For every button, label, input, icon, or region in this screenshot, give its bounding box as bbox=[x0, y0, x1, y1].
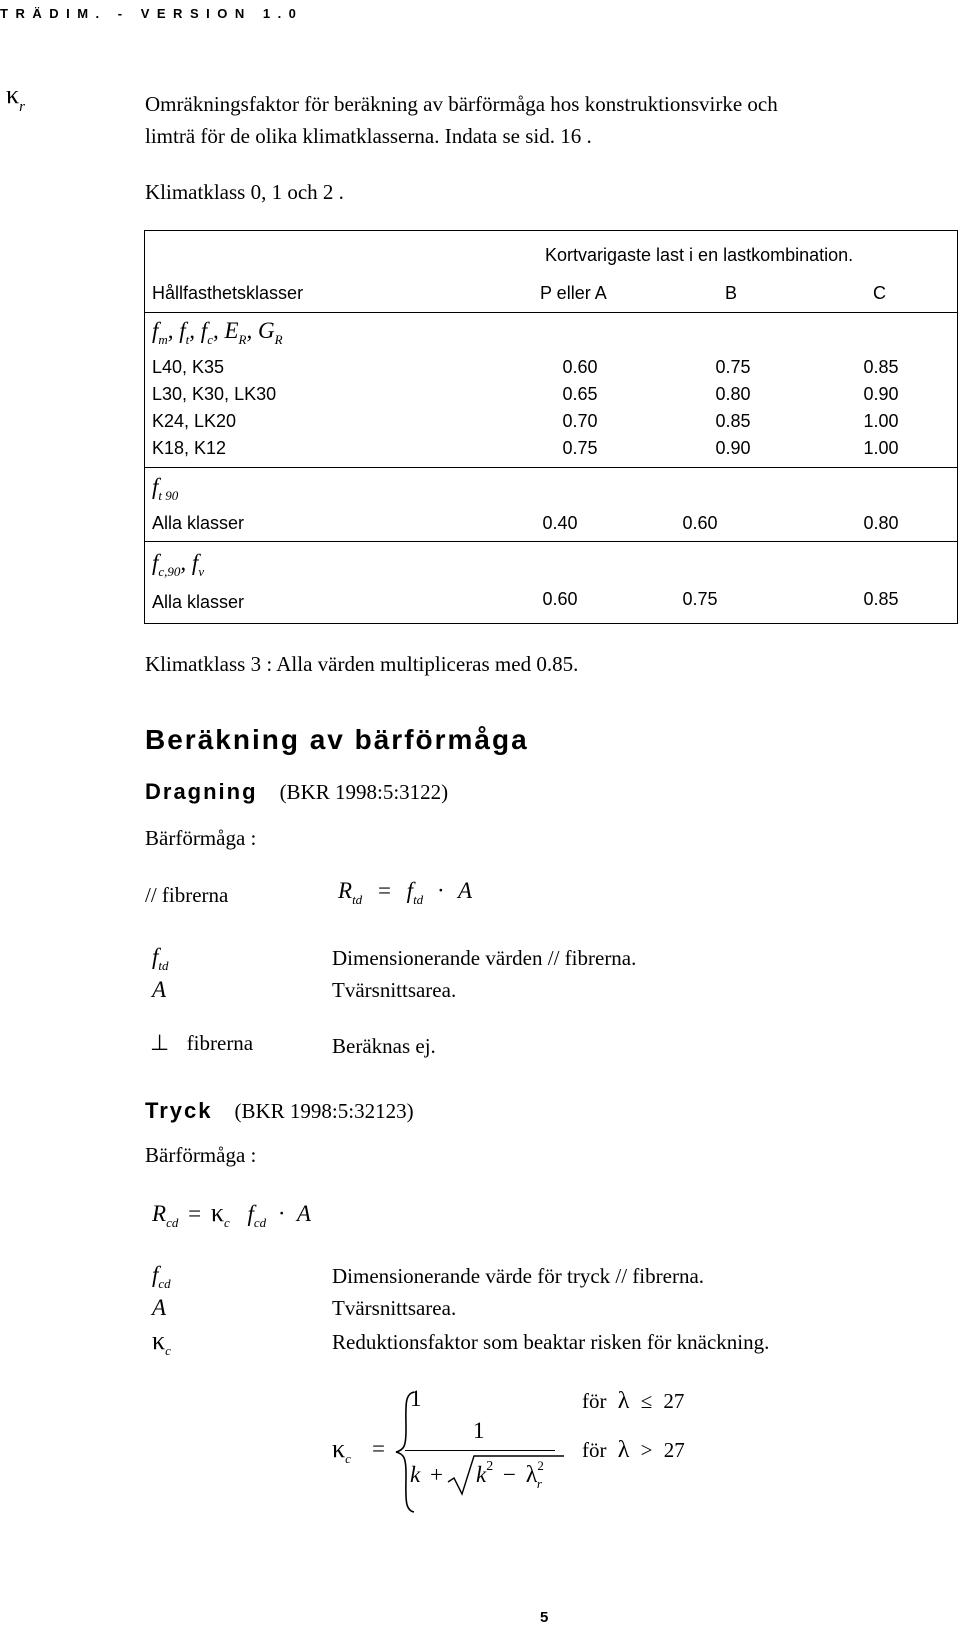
dragning-def-A-symbol: A bbox=[152, 977, 167, 1002]
row-value-c: 0.85 bbox=[863, 589, 899, 609]
perpendicular-fibers-label: ⊥ fibrerna bbox=[150, 1030, 254, 1055]
dragning-heading bbox=[145, 779, 448, 805]
dragning-def-f-symbol: $f_{td}$ bbox=[152, 944, 169, 973]
formula-case2-condition: för λ > 27 bbox=[582, 1437, 685, 1463]
table-border-right bbox=[957, 230, 958, 624]
tryck-heading bbox=[145, 1098, 414, 1124]
dragning-def-f-text: Dimensionerande värden // fibrerna. bbox=[332, 946, 637, 970]
col-header-p: P eller A bbox=[540, 283, 607, 303]
formula-equals: = bbox=[372, 1436, 385, 1461]
row-value-c: 1.00 bbox=[863, 411, 899, 431]
row-class: Alla klasser bbox=[152, 592, 245, 612]
dragning-reference: (BKR 1998:5:3122) bbox=[279, 780, 449, 804]
formula-kappa: $\kappa_c$ bbox=[332, 1434, 351, 1466]
dragning-def-A-text: Tvärsnittsarea. bbox=[332, 978, 457, 1002]
perpendicular-fibers-text: Beräknas ej. bbox=[332, 1034, 436, 1058]
intro-line-1: Omräkningsfaktor för beräkning av bärförmåga hos konstruktionsvirke och bbox=[145, 92, 778, 116]
row-class: Alla klasser bbox=[152, 513, 245, 533]
tryck-equation: $R_{cd} = \kappa_c$ $f_{cd} \cdot A$ bbox=[152, 1198, 311, 1230]
col-header-b: B bbox=[725, 283, 738, 303]
row-class: L30, K30, LK30 bbox=[152, 384, 277, 404]
row-value-b: 0.75 bbox=[682, 589, 718, 609]
table-border-bottom bbox=[144, 623, 958, 624]
row-value-c: 0.85 bbox=[863, 357, 899, 377]
tryck-def-kappa-text: Reduktionsfaktor som beaktar risken för knäckning. bbox=[332, 1330, 770, 1354]
dragning-capacity-label: Bärförmåga : bbox=[145, 826, 257, 850]
table-group-divider-1 bbox=[144, 467, 958, 468]
row-class: K18, K12 bbox=[152, 438, 227, 458]
dragning-equation: $R_{td} = f_{td} \cdot A$ bbox=[338, 878, 473, 907]
row-value-c: 1.00 bbox=[863, 438, 899, 458]
kappa-r-symbol bbox=[6, 80, 25, 115]
row-value-p: 0.40 bbox=[542, 513, 578, 533]
formula-root-content: $k^2 - \lambda^2_r$ bbox=[476, 1458, 544, 1491]
tryck-def-f-symbol: $f_{cd}$ bbox=[152, 1262, 171, 1291]
climate-class-3-note: Klimatklass 3 : Alla värden multipliceras med 0.85. bbox=[145, 652, 579, 676]
group3-symbol-label: $f_{c,90}$, $f_v$ bbox=[152, 550, 205, 579]
row-value-p: 0.60 bbox=[562, 357, 598, 377]
row-value-c: 0.90 bbox=[863, 384, 899, 404]
tryck-title: Tryck bbox=[145, 1098, 213, 1123]
row-value-p: 0.70 bbox=[562, 411, 598, 431]
row-value-p: 0.65 bbox=[562, 384, 598, 404]
tryck-reference: (BKR 1998:5:32123) bbox=[234, 1099, 414, 1123]
formula-fraction-numerator: 1 bbox=[473, 1418, 485, 1443]
row-class: K24, LK20 bbox=[152, 411, 237, 431]
table-border-top bbox=[144, 230, 958, 231]
tryck-def-f-text: Dimensionerande värde för tryck // fibrerna. bbox=[332, 1264, 705, 1288]
formula-case1-value: 1 bbox=[410, 1386, 422, 1411]
dragning-title: Dragning bbox=[145, 779, 258, 804]
tryck-def-A-symbol: A bbox=[152, 1295, 167, 1320]
kappa-symbol: κ bbox=[6, 80, 20, 109]
formula-case1-condition: för λ ≤ 27 bbox=[582, 1388, 685, 1414]
perpendicular-icon: ⊥ bbox=[150, 1030, 170, 1055]
tryck-def-A-text: Tvärsnittsarea. bbox=[332, 1296, 457, 1320]
fraction-bar bbox=[405, 1450, 555, 1451]
col-header-class: Hållfasthetsklasser bbox=[152, 283, 304, 303]
row-value-b: 0.85 bbox=[715, 411, 751, 431]
row-value-b: 0.60 bbox=[682, 513, 718, 533]
group2-symbol-label: $f_{t 90}$ bbox=[152, 474, 179, 503]
row-value-p: 0.75 bbox=[562, 438, 598, 458]
section-title: Beräkning av bärförmåga bbox=[145, 724, 529, 755]
table-header-divider bbox=[144, 312, 958, 313]
parallel-fibers-label: // fibrerna bbox=[145, 883, 229, 907]
col-header-c: C bbox=[873, 283, 886, 303]
load-caption: Kortvarigaste last i en lastkombination. bbox=[545, 245, 854, 265]
row-class: L40, K35 bbox=[152, 357, 225, 377]
row-value-p: 0.60 bbox=[542, 589, 578, 609]
climate-classes-label: Klimatklass 0, 1 och 2 . bbox=[145, 180, 344, 204]
table-border-left bbox=[144, 230, 145, 624]
row-value-b: 0.80 bbox=[715, 384, 751, 404]
row-value-c: 0.80 bbox=[863, 513, 899, 533]
table-group-divider-2 bbox=[144, 541, 958, 542]
row-value-b: 0.90 bbox=[715, 438, 751, 458]
kappa-subscript: r bbox=[19, 99, 25, 115]
intro-line-2: limträ för de olika klimatklasserna. Indata se sid. 16 . bbox=[145, 124, 592, 148]
group1-symbol-label: $f_m$, $f_t$, $f_c$, $E_R$, $G_R$ bbox=[152, 318, 283, 347]
row-value-b: 0.75 bbox=[715, 357, 751, 377]
document-header: TRÄDIM. - VERSION 1.0 bbox=[0, 6, 304, 21]
tryck-def-kappa-symbol: $\kappa_c$ bbox=[152, 1326, 171, 1358]
page-number: 5 bbox=[540, 1609, 549, 1626]
tryck-capacity-label: Bärförmåga : bbox=[145, 1143, 257, 1167]
formula-fraction-denominator: k + bbox=[410, 1462, 443, 1487]
